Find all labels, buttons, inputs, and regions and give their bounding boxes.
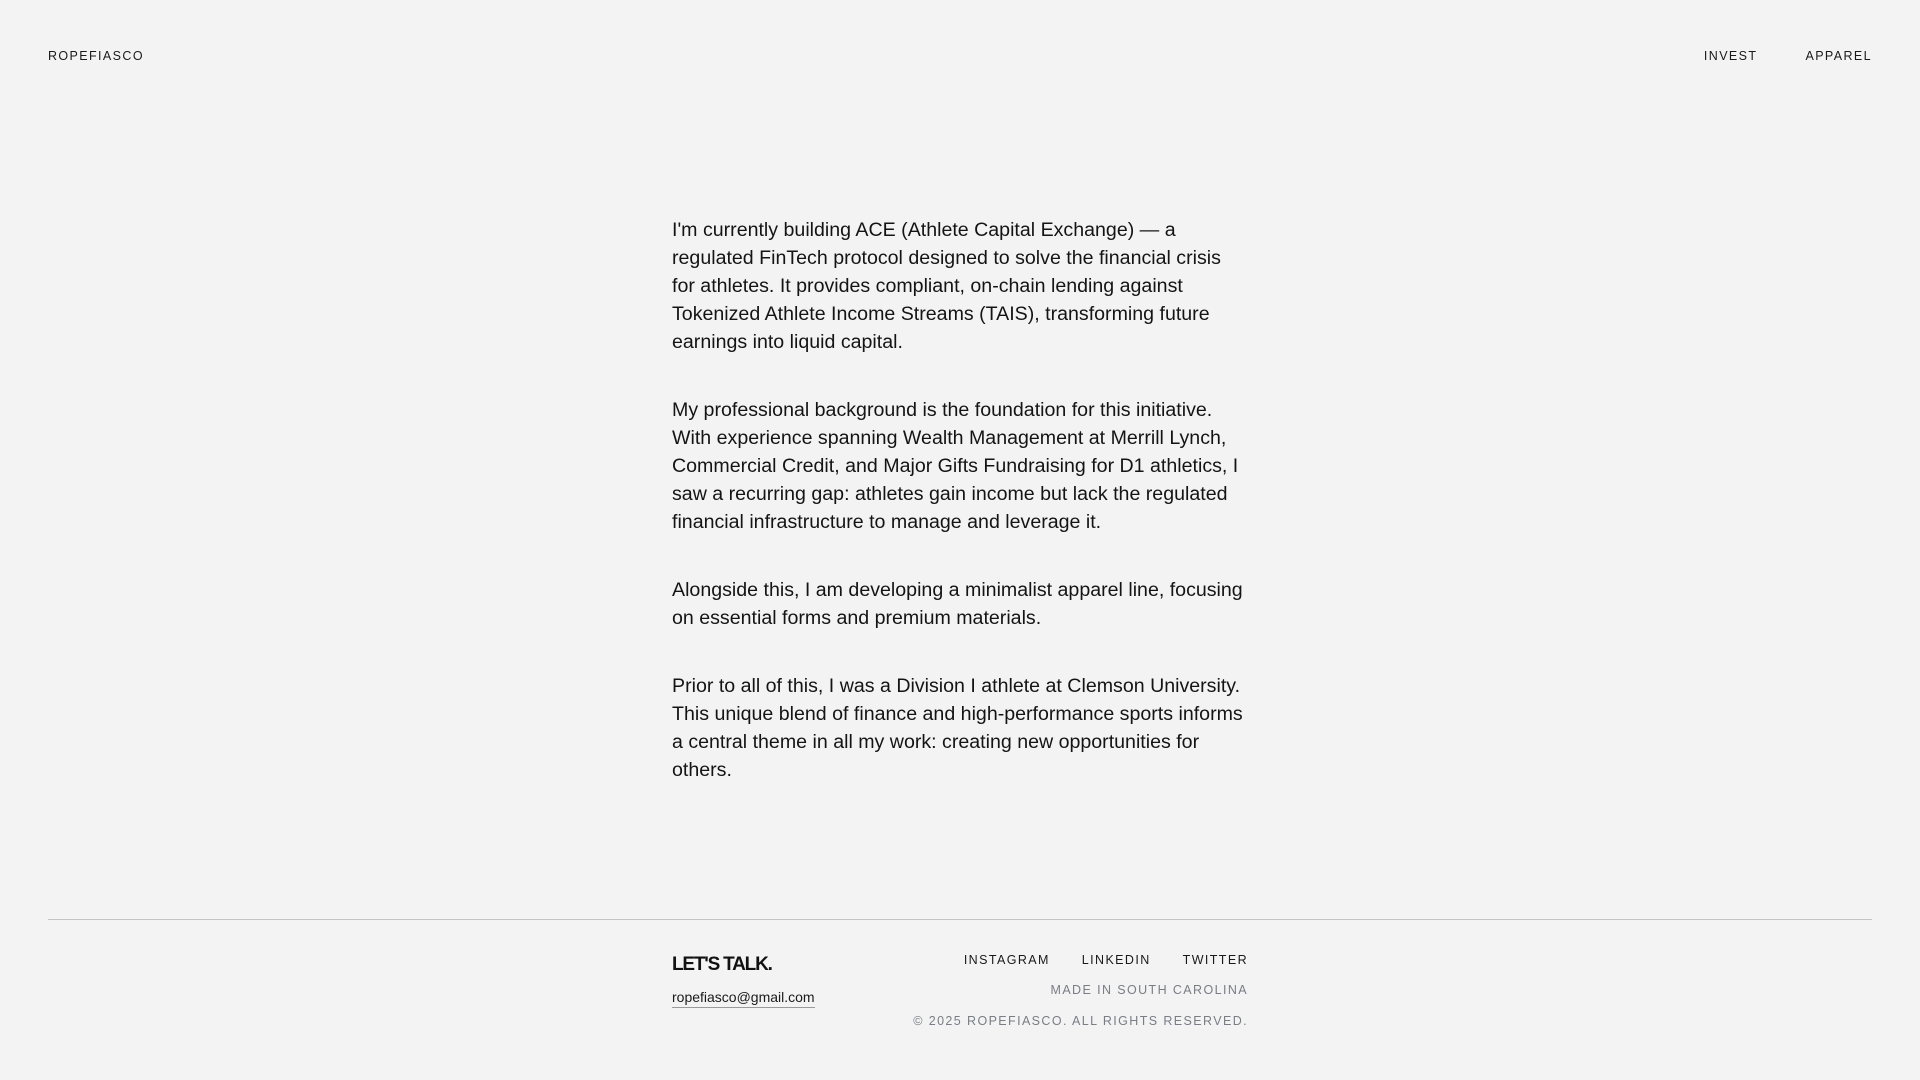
nav-apparel[interactable]: APPAREL — [1805, 49, 1872, 63]
lets-talk-heading: LET'S TALK. — [672, 954, 772, 975]
bio-paragraph-athlete: Prior to all of this, I was a Division I athlete at Clemson University. This unique blend of finance and high-performance sports informs a central theme in all my work: creating new opportunities for others. — [672, 675, 1243, 781]
social-instagram[interactable]: INSTAGRAM — [963, 953, 1050, 967]
footer-meta — [913, 953, 1248, 1028]
bio-paragraph-ace: I'm currently building ACE (Athlete Capital Exchange) — a regulated FinTech protocol designed to solve the financial crisis for athletes. It provides compliant, on-chain lending against Tokenized Athlete Income Streams (TAIS), transforming future earnings into liquid capital. — [672, 219, 1221, 353]
copyright-text: © 2025 ROPEFIASCO. ALL RIGHTS RESERVED. — [913, 1014, 1248, 1028]
email-link[interactable]: ropefiasco@gmail.com — [672, 989, 815, 1008]
bio-paragraph-background: My professional background is the foundation for this initiative. With experience spanning Wealth Management at Merrill Lynch, Commercial Credit, and Major Gifts Fundraising for D1 athletics, I saw a recurring gap: athletes gain income but lack the regulated financial infrastructure to manage and leverage it. — [672, 399, 1239, 533]
made-in-text: MADE IN SOUTH CAROLINA — [1050, 983, 1248, 997]
main-nav — [1704, 49, 1872, 63]
contact-block — [672, 954, 815, 1008]
bio-paragraph-apparel: Alongside this, I am developing a minimalist apparel line, focusing on essential forms and premium materials. — [672, 579, 1243, 629]
social-twitter[interactable]: TWITTER — [1182, 953, 1248, 967]
site-header — [0, 0, 1920, 112]
social-linkedin[interactable]: LINKEDIN — [1081, 953, 1151, 967]
bio-content — [672, 216, 1248, 824]
footer-divider — [48, 919, 1872, 920]
social-links — [913, 953, 1248, 967]
logo-link[interactable]: ROPEFIASCO — [48, 49, 144, 63]
nav-invest[interactable]: INVEST — [1703, 49, 1758, 63]
